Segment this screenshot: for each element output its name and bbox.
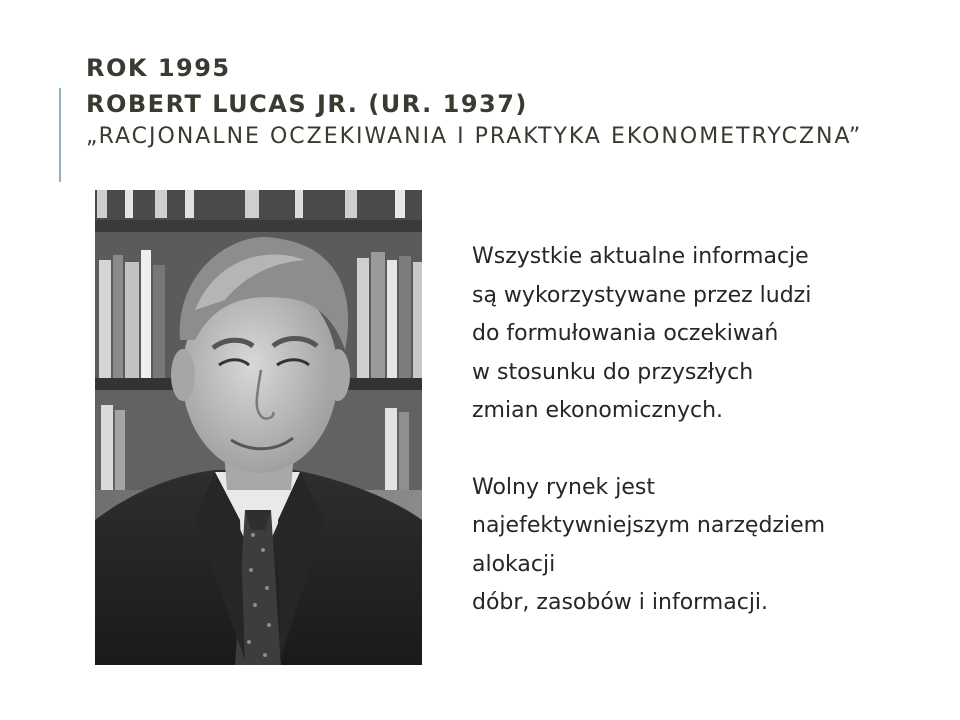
body-line: dóbr, zasobów i informacji.	[472, 590, 769, 615]
body-line: do formułowania oczekiwań	[472, 321, 779, 346]
title-year: ROK 1995	[86, 54, 231, 82]
paragraph-free-market	[472, 469, 932, 623]
slide-title	[86, 50, 926, 152]
body-line: w stosunku do przyszłych	[472, 359, 754, 385]
body-line: są wykorzystywane przez ludzi	[472, 282, 812, 308]
title-accent-bar	[59, 88, 61, 182]
title-work: „RACJONALNE OCZEKIWANIA I PRAKTYKA EKONOMETRYCZNA”	[86, 124, 863, 149]
paragraph-spacer	[472, 431, 932, 469]
slide-body	[472, 238, 932, 623]
body-line: zmian ekonomicznych.	[472, 398, 724, 423]
body-line: najefektywniejszym narzędziem	[472, 513, 826, 538]
body-line: alokacji	[472, 551, 556, 577]
body-line: Wolny rynek jest	[472, 474, 656, 500]
paragraph-rational-expectations	[472, 238, 932, 431]
body-line: Wszystkie aktualne informacje	[472, 244, 809, 269]
title-person: ROBERT LUCAS JR. (UR. 1937)	[86, 90, 528, 118]
portrait-photo	[95, 190, 422, 665]
